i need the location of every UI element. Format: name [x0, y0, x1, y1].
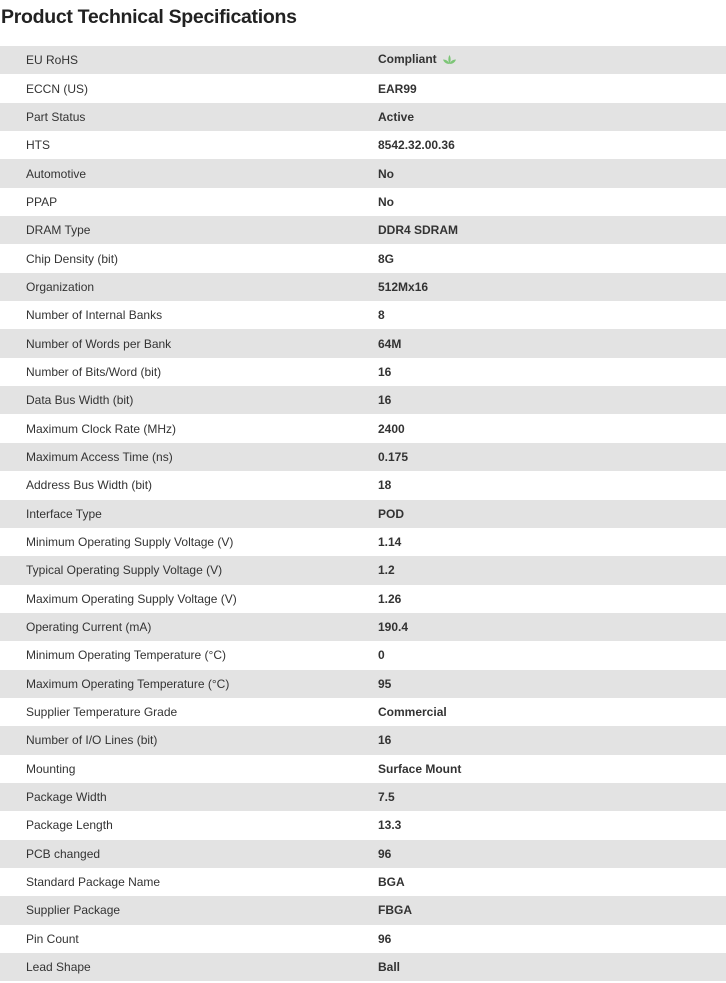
spec-row	[0, 301, 726, 329]
spec-value-cell	[378, 953, 726, 981]
spec-value-cell	[378, 755, 726, 783]
spec-value-cell	[378, 896, 726, 924]
spec-label: Maximum Access Time (ns)	[26, 449, 173, 464]
spec-value: EAR99	[378, 81, 417, 96]
spec-value: Active	[378, 109, 415, 124]
spec-value-cell	[378, 329, 726, 357]
spec-label: Package Length	[26, 818, 113, 833]
spec-label: PPAP	[26, 194, 58, 209]
spec-value: Commercial	[378, 705, 447, 720]
spec-label: Operating Current (mA)	[26, 620, 152, 635]
spec-value-cell	[378, 585, 726, 613]
spec-value-cell	[378, 698, 726, 726]
spec-label: Maximum Operating Supply Voltage (V)	[26, 591, 237, 606]
spec-label: Number of Internal Banks	[26, 308, 163, 323]
spec-value: 512Mx16	[378, 279, 429, 294]
spec-row	[0, 896, 726, 924]
spec-value: DDR4 SDRAM	[378, 223, 459, 238]
spec-value-cell	[378, 925, 726, 953]
spec-row	[0, 471, 726, 499]
spec-row	[0, 414, 726, 442]
spec-value-cell	[378, 613, 726, 641]
spec-row	[0, 188, 726, 216]
spec-value: Compliant	[378, 52, 437, 67]
spec-row	[0, 329, 726, 357]
spec-value: 8G	[378, 251, 395, 266]
spec-value-cell	[378, 46, 726, 74]
spec-label: Lead Shape	[26, 960, 91, 975]
spec-row	[0, 273, 726, 301]
spec-row	[0, 641, 726, 669]
spec-value-cell	[378, 641, 726, 669]
spec-row	[0, 528, 726, 556]
spec-table	[0, 46, 726, 981]
spec-value-cell	[378, 414, 726, 442]
spec-label: Supplier Temperature Grade	[26, 705, 178, 720]
spec-label: Standard Package Name	[26, 875, 161, 890]
spec-row	[0, 755, 726, 783]
spec-value: Ball	[378, 960, 401, 975]
spec-label: Chip Density (bit)	[26, 251, 119, 266]
spec-label: Address Bus Width (bit)	[26, 478, 153, 493]
spec-label: Minimum Operating Supply Voltage (V)	[26, 535, 234, 550]
spec-row	[0, 500, 726, 528]
spec-row	[0, 103, 726, 131]
spec-value-cell	[378, 216, 726, 244]
spec-label: Automotive	[26, 166, 87, 181]
spec-row	[0, 159, 726, 187]
spec-value: 8	[378, 308, 385, 323]
spec-value: 0.175	[378, 449, 409, 464]
spec-value: 1.2	[378, 563, 395, 578]
spec-value: 96	[378, 846, 392, 861]
spec-value: BGA	[378, 875, 405, 890]
spec-value-cell	[378, 443, 726, 471]
spec-label: PCB changed	[26, 846, 101, 861]
spec-label: EU RoHS	[26, 53, 79, 68]
spec-row	[0, 244, 726, 272]
spec-value-cell	[378, 556, 726, 584]
spec-value: 18	[378, 478, 392, 493]
spec-label: ECCN (US)	[26, 81, 88, 96]
spec-value: 16	[378, 364, 392, 379]
spec-value: 16	[378, 393, 392, 408]
spec-value: 13.3	[378, 818, 402, 833]
spec-value-cell	[378, 868, 726, 896]
spec-value-cell	[378, 273, 726, 301]
spec-value: 1.14	[378, 535, 402, 550]
spec-value: No	[378, 166, 394, 181]
spec-label: Number of Words per Bank	[26, 336, 172, 351]
spec-value-cell	[378, 131, 726, 159]
page-title: Product Technical Specifications	[1, 6, 297, 28]
spec-row	[0, 783, 726, 811]
spec-row	[0, 868, 726, 896]
spec-row	[0, 585, 726, 613]
spec-label: Typical Operating Supply Voltage (V)	[26, 563, 223, 578]
spec-label: Mounting	[26, 761, 76, 776]
spec-value: 64M	[378, 336, 402, 351]
spec-row	[0, 46, 726, 74]
spec-row	[0, 74, 726, 102]
spec-label: Supplier Package	[26, 903, 121, 918]
spec-label: Interface Type	[26, 506, 102, 521]
spec-value-cell	[378, 301, 726, 329]
spec-value-cell	[378, 840, 726, 868]
spec-value: 96	[378, 931, 392, 946]
spec-value: Surface Mount	[378, 761, 462, 776]
spec-label: Number of Bits/Word (bit)	[26, 364, 162, 379]
spec-value-cell	[378, 188, 726, 216]
spec-value-cell	[378, 471, 726, 499]
spec-value-cell	[378, 358, 726, 386]
spec-label: HTS	[26, 138, 50, 153]
spec-value-cell	[378, 74, 726, 102]
spec-row	[0, 131, 726, 159]
spec-label: Package Width	[26, 790, 107, 805]
spec-value: 16	[378, 733, 392, 748]
spec-value: 1.26	[378, 591, 402, 606]
spec-row	[0, 925, 726, 953]
spec-value-cell	[378, 811, 726, 839]
spec-value: No	[378, 194, 394, 209]
spec-label: Data Bus Width (bit)	[26, 393, 134, 408]
spec-value: 190.4	[378, 620, 409, 635]
spec-value-cell	[378, 783, 726, 811]
spec-value: POD	[378, 506, 405, 521]
spec-label: Minimum Operating Temperature (°C)	[26, 648, 226, 663]
spec-value-cell	[378, 386, 726, 414]
spec-row	[0, 358, 726, 386]
spec-row	[0, 556, 726, 584]
spec-label: Number of I/O Lines (bit)	[26, 733, 158, 748]
spec-value-cell	[378, 500, 726, 528]
spec-value: 8542.32.00.36	[378, 138, 455, 153]
spec-row	[0, 726, 726, 754]
spec-row	[0, 443, 726, 471]
spec-value: 2400	[378, 421, 405, 436]
spec-value-cell	[378, 528, 726, 556]
leaf-icon	[442, 54, 457, 68]
spec-label: Organization	[26, 279, 95, 294]
spec-row	[0, 386, 726, 414]
spec-row	[0, 811, 726, 839]
spec-value-cell	[378, 670, 726, 698]
spec-row	[0, 698, 726, 726]
spec-label: DRAM Type	[26, 223, 91, 238]
spec-row	[0, 216, 726, 244]
spec-table-body	[0, 46, 726, 981]
spec-value: 7.5	[378, 790, 395, 805]
spec-row	[0, 840, 726, 868]
spec-value: 0	[378, 648, 385, 663]
spec-value-cell	[378, 103, 726, 131]
spec-value-cell	[378, 159, 726, 187]
spec-label: Maximum Clock Rate (MHz)	[26, 421, 177, 436]
spec-label: Maximum Operating Temperature (°C)	[26, 676, 230, 691]
spec-row	[0, 613, 726, 641]
spec-value-cell	[378, 726, 726, 754]
spec-value: 95	[378, 676, 392, 691]
spec-label: Part Status	[26, 109, 86, 124]
spec-value-cell	[378, 244, 726, 272]
spec-value: FBGA	[378, 903, 412, 918]
spec-label: Pin Count	[26, 931, 79, 946]
spec-row	[0, 670, 726, 698]
spec-row	[0, 953, 726, 981]
